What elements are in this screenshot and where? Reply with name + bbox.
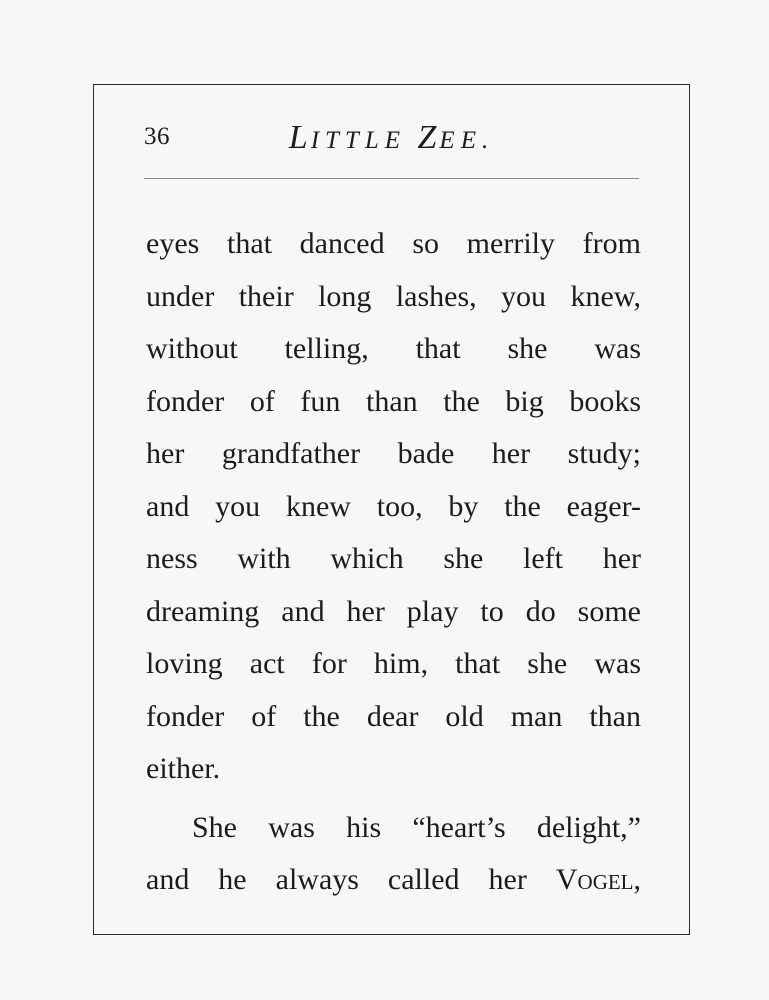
text-line: ness with which she left her <box>146 542 641 575</box>
name-vogel: Vogel, <box>555 863 642 896</box>
text-line: loving act for him, that she was <box>146 647 641 680</box>
text-line-with-name <box>146 854 641 907</box>
text-line: fonder of fun than the big books <box>146 384 641 418</box>
body-text <box>146 218 641 907</box>
text-line: She was his “heart’s delight,” <box>192 810 641 844</box>
text-fragment: and he always called her <box>146 863 527 896</box>
running-title <box>94 119 689 157</box>
running-title-rest-1: ITTLE <box>310 127 406 154</box>
text-line: under their long lashes, you knew, <box>146 279 641 313</box>
text-line: dreaming and her play to do some <box>146 594 641 628</box>
page-header <box>94 119 689 159</box>
page-number: 36 <box>144 123 170 150</box>
text-line: fonder of the dear old man than <box>146 699 641 733</box>
text-line: eyes that danced so merrily from <box>146 227 641 260</box>
text-line: without telling, that she was <box>146 332 641 365</box>
running-title-rest-2: EE. <box>439 127 495 154</box>
text-line: and you knew too, by the eager- <box>146 489 641 523</box>
text-line: either. <box>146 752 221 785</box>
header-rule <box>144 178 639 179</box>
running-title-initial-1: L <box>288 119 311 156</box>
page-frame <box>93 84 690 935</box>
text-line: her grandfather bade her study; <box>146 437 641 470</box>
running-title-initial-2: Z <box>417 119 440 156</box>
